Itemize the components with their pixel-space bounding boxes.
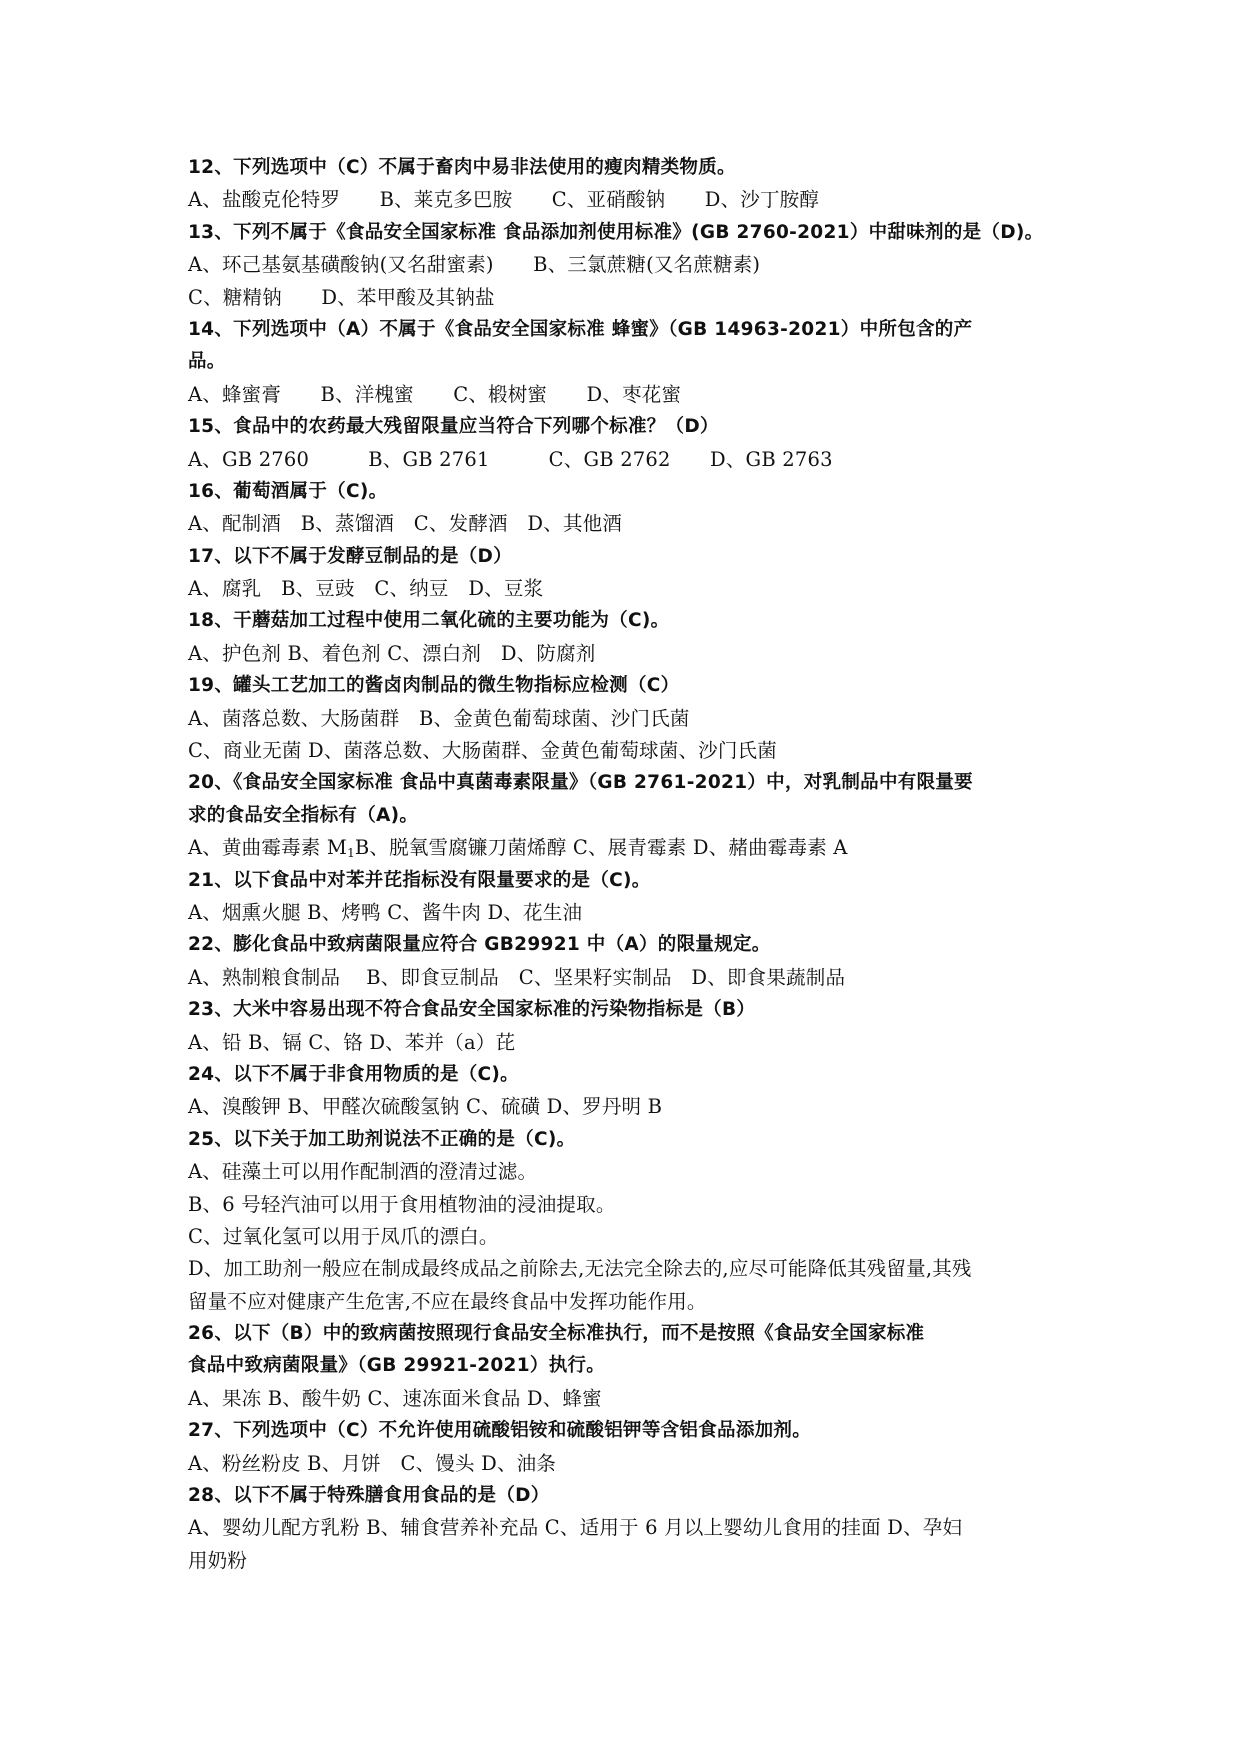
options-25-d-line1: D、加工助剂一般应在制成最终成品之前除去,无法完全除去的,应尽可能降低其残留量,其残 [188,1257,972,1281]
question-21: 21、以下食品中对苯并芘指标没有限量要求的是（C)。 [188,869,651,891]
options-13-ab: A、环己基氨基磺酸钠(又名甜蜜素) B、三氯蔗糖(又名蔗糖素) [188,253,761,277]
question-26-line1: 26、以下（B）中的致病菌按照现行食品安全标准执行，而不是按照《食品安全国家标准 [188,1323,925,1345]
options-20 [188,832,1058,864]
options-18: A、护色剂 B、着色剂 C、漂白剂 D、防腐剂 [188,641,596,665]
options-19-cd: C、商业无菌 D、菌落总数、大肠菌群、金黄色葡萄球菌、沙门氏菌 [188,739,777,763]
question-14-line1: 14、下列选项中（A）不属于《食品安全国家标准 蜂蜜》（GB 14963-2021）中所包含的产 [188,318,973,340]
question-18: 18、干蘑菇加工过程中使用二氧化硫的主要功能为（C)。 [188,610,670,632]
question-19: 19、罐头工艺加工的酱卤肉制品的微生物指标应检测（C） [188,675,680,697]
question-15: 15、食品中的农药最大残留限量应当符合下列哪个标准？（D） [188,416,719,438]
options-24: A、溴酸钾 B、甲醛次硫酸氢钠 C、硫磺 D、罗丹明 B [188,1095,663,1119]
options-17: A、腐乳 B、豆豉 C、纳豆 D、豆浆 [188,577,544,601]
options-12: A、盐酸克伦特罗 B、莱克多巴胺 C、亚硝酸钠 D、沙丁胺醇 [188,188,820,212]
question-20-line2: 求的食品安全指标有（A)。 [188,804,419,826]
document-page [188,152,1058,1577]
options-27: A、粉丝粉皮 B、月饼 C、馒头 D、油条 [188,1451,557,1475]
options-15: A、GB 2760 B、GB 2761 C、GB 2762 D、GB 2763 [188,447,833,471]
question-25: 25、以下关于加工助剂说法不正确的是（C)。 [188,1128,576,1150]
question-23: 23、大米中容易出现不符合食品安全国家标准的污染物指标是（B） [188,999,756,1021]
options-21: A、烟熏火腿 B、烤鸭 C、酱牛肉 D、花生油 [188,900,583,924]
question-26-line2: 食品中致病菌限量》（GB 29921-2021）执行。 [188,1355,606,1377]
question-16: 16、葡萄酒属于（C)。 [188,480,388,502]
options-23: A、铅 B、镉 C、铬 D、苯并（a）芘 [188,1030,516,1054]
options-20-rest: B、脱氧雪腐镰刀菌烯醇 C、展青霉素 D、赭曲霉毒素 A [354,836,848,860]
options-28-line2: 用奶粉 [188,1548,248,1572]
question-12: 12、下列选项中（C）不属于畜肉中易非法使用的瘦肉精类物质。 [188,157,736,178]
options-16: A、配制酒 B、蒸馏酒 C、发酵酒 D、其他酒 [188,512,623,536]
options-19-ab: A、菌落总数、大肠菌群 B、金黄色葡萄球菌、沙门氏菌 [188,706,690,730]
options-20-subscript: 1 [347,846,355,861]
options-25-d-line2: 留量不应对健康产生危害,不应在最终食品中发挥功能作用。 [188,1289,707,1313]
options-25-c: C、过氧化氢可以用于凤爪的漂白。 [188,1224,499,1248]
question-27: 27、下列选项中（C）不允许使用硫酸铝铵和硫酸铝钾等含铝食品添加剂。 [188,1420,812,1442]
question-28: 28、以下不属于特殊膳食用食品的是（D） [188,1485,550,1507]
question-20-line1: 20、《食品安全国家标准 食品中真菌毒素限量》（GB 2761-2021）中，对乳制品中有限量要 [188,772,973,794]
question-14-line2: 品。 [188,351,226,373]
options-20-a: A、黄曲霉毒素 M [188,836,348,860]
question-17: 17、以下不属于发酵豆制品的是（D） [188,545,513,567]
question-22: 22、膨化食品中致病菌限量应符合 GB29921 中（A）的限量规定。 [188,934,771,956]
options-26: A、果冻 B、酸牛奶 C、速冻面米食品 D、蜂蜜 [188,1386,602,1410]
question-24: 24、以下不属于非食用物质的是（C)。 [188,1063,519,1085]
options-25-b: B、6 号轻汽油可以用于食用植物油的浸油提取。 [188,1192,616,1216]
options-22: A、熟制粮食制品 B、即食豆制品 C、坚果籽实制品 D、即食果蔬制品 [188,965,846,989]
options-13-cd: C、糖精钠 D、苯甲酸及其钠盐 [188,285,495,309]
options-25-a: A、硅藻土可以用作配制酒的澄清过滤。 [188,1160,538,1184]
options-14: A、蜂蜜膏 B、洋槐蜜 C、椴树蜜 D、枣花蜜 [188,382,682,406]
options-28-line1: A、婴幼儿配方乳粉 B、辅食营养补充品 C、适用于 6 月以上婴幼儿食用的挂面 D、孕妇 [188,1516,963,1540]
question-13: 13、下列不属于《食品安全国家标准 食品添加剂使用标准》(GB 2760-2021）中甜味剂的是（D)。 [188,221,1044,243]
